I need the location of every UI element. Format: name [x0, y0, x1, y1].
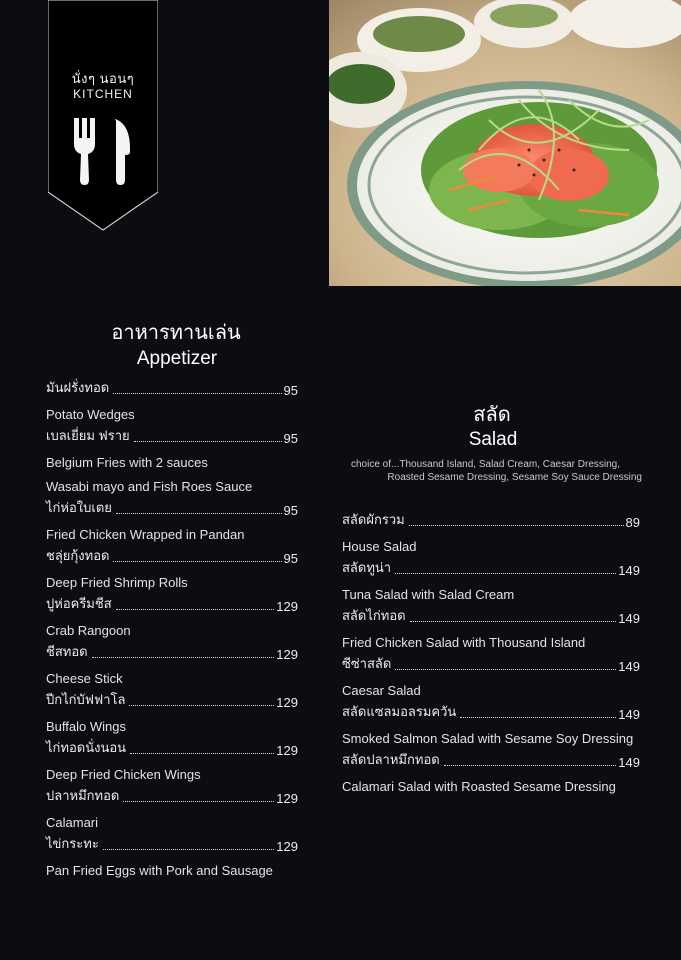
menu-item: [46, 494, 298, 542]
menu-item: [46, 830, 298, 878]
menu-item-price: 129: [276, 599, 298, 614]
menu-item-price: 95: [283, 551, 298, 566]
menu-item-row: [46, 494, 298, 518]
menu-item-row: [46, 638, 298, 662]
menu-item-thai-name: ซีซ่าสลัด: [342, 656, 392, 671]
fork-knife-icon: [72, 118, 134, 186]
menu-item-price: 149: [618, 659, 640, 674]
menu-item-english-name: Fried Chicken Salad with Thousand Island: [342, 635, 586, 650]
menu-item: [46, 638, 298, 686]
menu-item-english-name: Caesar Salad: [342, 683, 421, 698]
menu-item-english-name: Pan Fried Eggs with Pork and Sausage: [46, 863, 273, 878]
dot-leader: [410, 621, 617, 622]
menu-item-thai-name: สลัดไก่ทอด: [342, 608, 406, 623]
dot-leader: [116, 513, 282, 514]
menu-item-row: [46, 542, 298, 566]
menu-item: [342, 506, 640, 554]
menu-item-row: [342, 554, 640, 578]
menu-item-thai-name: ปลาหมึกทอด: [46, 788, 120, 803]
menu-item-price: 129: [276, 839, 298, 854]
dot-leader: [460, 717, 616, 718]
menu-item-english-name: Calamari Salad with Roasted Sesame Dressing: [342, 779, 616, 794]
menu-item-price: 95: [283, 503, 298, 518]
dot-leader: [113, 393, 281, 394]
menu-item-english-name: House Salad: [342, 539, 417, 554]
brand-name-english: KITCHEN: [73, 87, 133, 101]
menu-item-row: [46, 374, 298, 398]
dot-leader: [123, 801, 274, 802]
salad-choice-line-2: Roasted Sesame Dressing, Sesame Soy Sauce Dressing: [387, 472, 642, 483]
menu-item-row: [46, 686, 298, 710]
dot-leader: [395, 669, 616, 670]
dot-leader: [395, 573, 616, 574]
menu-item-price: 129: [276, 791, 298, 806]
menu-item-english-name: Wasabi mayo and Fish Roes Sauce: [46, 479, 253, 494]
menu-item-row: [342, 602, 640, 626]
menu-item: [342, 746, 640, 794]
menu-item-price: 129: [276, 647, 298, 662]
menu-item: [342, 650, 640, 698]
menu-item-english-name: Fried Chicken Wrapped in Pandan: [46, 527, 245, 542]
menu-item-thai-name: ปีกไก่บัฟฟาโล: [46, 692, 126, 707]
menu-item-row: [46, 830, 298, 854]
menu-item-row: [46, 590, 298, 614]
menu-item-english-name: Smoked Salmon Salad with Sesame Soy Dressing: [342, 731, 634, 746]
dot-leader: [113, 561, 281, 562]
dot-leader: [103, 849, 274, 850]
menu-item-thai-name: ชลุ่ยกุ้งทอด: [46, 548, 110, 563]
menu-item-english-name: Potato Wedges: [46, 407, 135, 422]
salad-list: [342, 506, 640, 794]
menu-item-row: [342, 698, 640, 722]
menu-item: [46, 686, 298, 734]
menu-item-row: [46, 734, 298, 758]
dot-leader: [134, 441, 282, 442]
menu-item-price: 89: [625, 515, 640, 530]
menu-item-thai-name: ไก่ห่อใบเตย: [46, 500, 112, 515]
menu-item: [46, 590, 298, 638]
menu-item-row: [342, 506, 640, 530]
menu-item-english-name: Crab Rangoon: [46, 623, 131, 638]
menu-item-thai-name: มันฝรั่งทอด: [46, 380, 110, 395]
menu-item-price: 129: [276, 695, 298, 710]
dot-leader: [409, 525, 624, 526]
menu-item-row: [46, 422, 298, 446]
salad-title-thai: สลัด: [473, 404, 511, 426]
menu-item: [46, 422, 298, 494]
salad-title-english: Salad: [468, 429, 518, 450]
menu-item-row: [342, 650, 640, 674]
menu-item: [46, 782, 298, 830]
menu-item-price: 149: [618, 563, 640, 578]
appetizer-title-english: Appetizer: [136, 348, 218, 369]
menu-item-thai-name: ไก่ทอดนั่งนอน: [46, 740, 127, 755]
menu-item: [342, 554, 640, 602]
dot-leader: [92, 657, 275, 658]
menu-item-thai-name: สลัดปลาหมึกทอด: [342, 752, 440, 767]
menu-item-english-name: Calamari: [46, 815, 99, 830]
menu-item-english-name: Buffalo Wings: [46, 719, 126, 734]
dot-leader: [130, 753, 274, 754]
dot-leader: [116, 609, 275, 610]
menu-item-price: 129: [276, 743, 298, 758]
menu-item-thai-name: สลัดทูน่า: [342, 560, 392, 575]
dot-leader: [444, 765, 617, 766]
appetizer-list: [46, 374, 298, 878]
menu-item: [46, 374, 298, 422]
menu-item-thai-name: เบลเยี่ยม ฟราย: [46, 428, 130, 443]
menu-item-thai-name: สลัดแซลมอลรมควัน: [342, 704, 457, 719]
menu-item-english-name: Cheese Stick: [46, 671, 123, 686]
menu-item-thai-name: ไข่กระทะ: [46, 836, 99, 851]
menu-item-english-name: Deep Fried Shrimp Rolls: [46, 575, 188, 590]
salmon-salad-photo: [329, 0, 681, 286]
menu-item-english-name: Tuna Salad with Salad Cream: [342, 587, 515, 602]
menu-item: [46, 734, 298, 782]
menu-item-price: 95: [283, 383, 298, 398]
banner-shape: [48, 0, 158, 232]
menu-item-english-name: Belgium Fries with 2 sauces: [46, 455, 208, 470]
menu-item-row: [342, 746, 640, 770]
menu-item: [46, 542, 298, 590]
menu-item: [342, 602, 640, 650]
appetizer-title-thai: อาหารทานเล่น: [111, 322, 241, 344]
menu-item-thai-name: ชีสทอด: [46, 644, 88, 659]
logo-banner: [48, 0, 158, 230]
menu-item-english-name: Deep Fried Chicken Wings: [46, 767, 201, 782]
dot-leader: [129, 705, 274, 706]
salad-dressing-choices: [342, 458, 642, 484]
menu-item-price: 149: [618, 755, 640, 770]
salad-choice-line-1: choice of...Thousand Island, Salad Cream, Caesar Dressing,: [351, 459, 621, 470]
menu-item-row: [46, 782, 298, 806]
menu-item-thai-name: ปูห่อครีมชีส: [46, 596, 112, 611]
menu-item-price: 149: [618, 707, 640, 722]
menu-item-price: 95: [283, 431, 298, 446]
brand-name-thai: นั่งๆ นอนๆ: [71, 71, 135, 86]
menu-item-price: 149: [618, 611, 640, 626]
menu-item-thai-name: สลัดผักรวม: [342, 512, 405, 527]
menu-item: [342, 698, 640, 746]
